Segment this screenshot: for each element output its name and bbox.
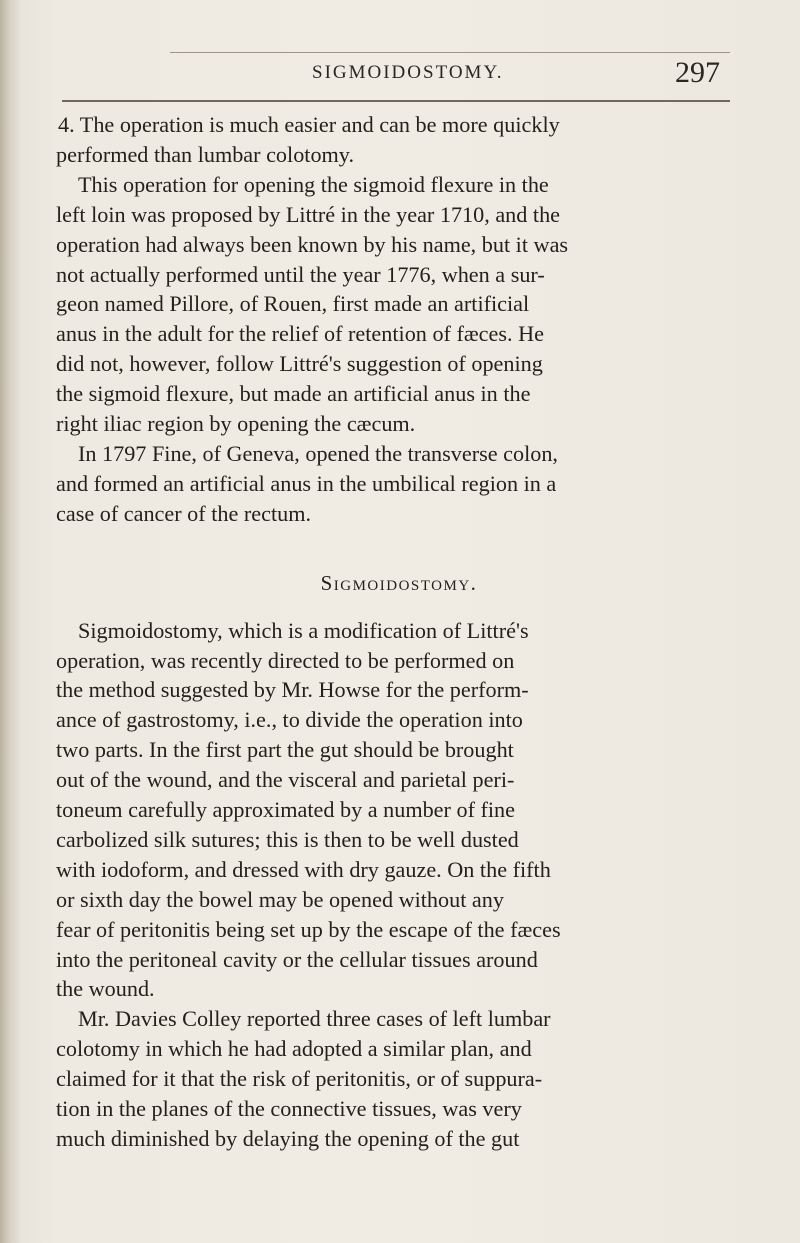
text-line: toneum carefully approximated by a number of fine [56,797,515,823]
text-line: into the peritoneal cavity or the cellular tissues around [56,946,538,972]
body-text [56,110,742,1154]
text-line: operation, was recently directed to be performed on [56,647,515,673]
text-line: the wound. [56,976,155,1002]
top-rule [170,52,730,53]
section-heading: Sigmoidostomy. [320,570,478,595]
text-line: left loin was proposed by Littré in the year 1710, and the [56,201,561,227]
text-line: case of cancer of the rectum. [56,500,312,526]
text-line: In 1797 Fine, of Geneva, opened the transverse colon, [78,440,558,466]
text-line: or sixth day the bowel may be opened without any [56,886,504,912]
text-line: and formed an artificial anus in the umbilical region in a [56,470,557,496]
text-line: not actually performed until the year 1776, when a sur- [56,261,545,287]
text-line: ance of gastrostomy, i.e., to divide the operation into [56,707,523,733]
header-rule [62,100,730,102]
text-line: operation had always been known by his name, but it was [56,231,569,257]
text-line: did not, however, follow Littré's suggestion of opening [56,351,543,377]
paragraph-2 [56,170,742,439]
text-line: colotomy in which he had adopted a similar plan, and [56,1036,532,1062]
text-line: claimed for it that the risk of peritonitis, or of suppura- [56,1066,543,1092]
paragraph-4 [56,616,742,1005]
running-head [0,56,800,92]
text-line: geon named Pillore, of Rouen, first made an artificial [56,291,530,317]
text-line: the method suggested by Mr. Howse for the perform- [56,677,529,703]
text-line: Sigmoidostomy, which is a modification of Littré's [78,617,529,643]
text-line: with iodoform, and dressed with dry gauze. On the fifth [56,856,551,882]
page-number: 297 [675,56,720,89]
text-line: This operation for opening the sigmoid flexure in the [78,171,549,197]
text-line: fear of peritonitis being set up by the escape of the fæces [56,916,561,942]
binding-gutter-shadow [0,0,22,1243]
text-line: two parts. In the first part the gut should be brought [56,737,514,763]
paragraph-3 [56,439,742,529]
running-title: SIGMOIDOSTOMY. [312,62,504,83]
text-line: performed than lumbar colotomy. [56,141,355,167]
text-line: 4. The operation is much easier and can be more quickly [58,112,560,137]
text-line: right iliac region by opening the cæcum. [56,411,416,437]
text-line: out of the wound, and the visceral and parietal peri- [56,767,515,793]
text-line: much diminished by delaying the opening of the gut [56,1126,520,1151]
text-line: Mr. Davies Colley reported three cases of left lumbar [78,1006,551,1032]
text-line: tion in the planes of the connective tissues, was very [56,1096,522,1122]
text-line: carbolized silk sutures; this is then to be well dusted [56,826,519,852]
text-line: the sigmoid flexure, but made an artificial anus in the [56,381,531,407]
paragraph-5 [56,1004,742,1154]
text-line: anus in the adult for the relief of retention of fæces. He [56,321,544,347]
paragraph-1 [56,110,742,170]
